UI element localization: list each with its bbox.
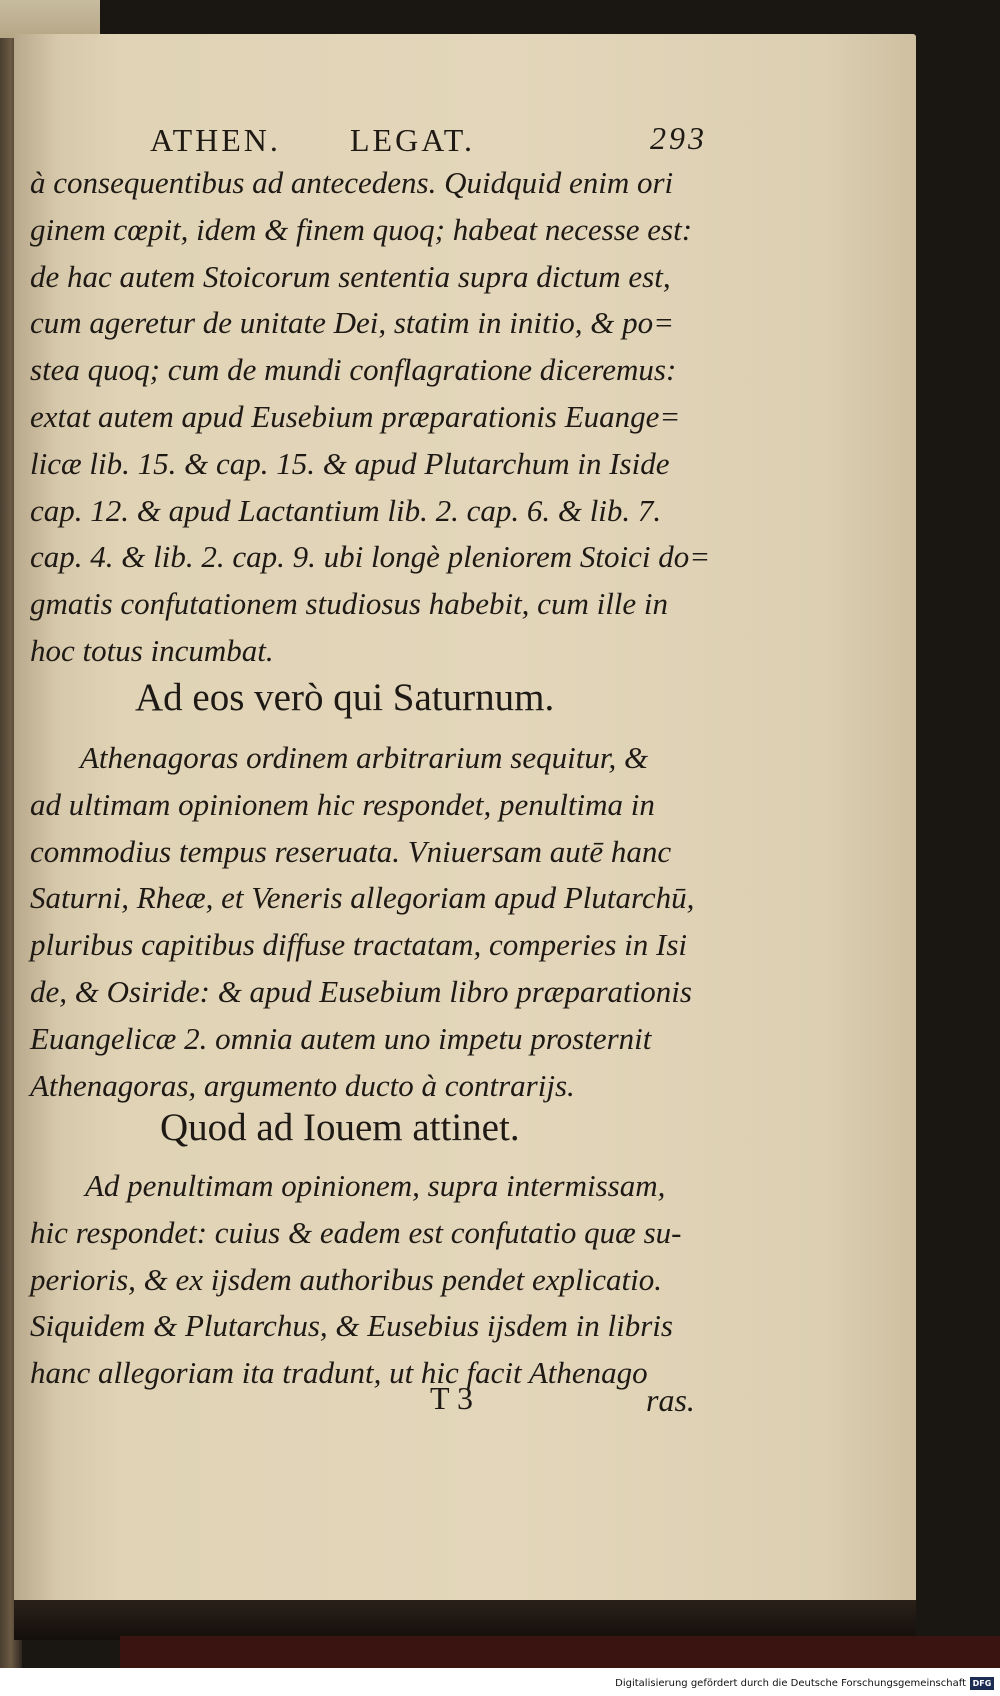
page-number: 293 — [650, 120, 707, 156]
text-line: perioris, & ex ijsdem authoribus pendet explicatio. — [30, 1261, 662, 1297]
catchword: ras. — [646, 1382, 695, 1418]
page-body — [30, 160, 710, 675]
text-line: cum ageretur de unitate Dei, statim in initio, & po= — [30, 305, 675, 341]
text-line: licæ lib. 15. & cap. 15. & apud Plutarchum in Iside — [30, 445, 670, 481]
text-line: Ad penultimam opinionem, supra intermissam, — [85, 1168, 666, 1203]
running-header — [150, 112, 710, 164]
header-middle: LEGAT. — [350, 122, 475, 158]
text-line: Saturni, Rheæ, et Veneris allegoriam apud Plutarchū, — [30, 880, 695, 916]
page-body-3 — [30, 1163, 710, 1397]
text-line: Athenagoras, argumento ducto à contrarijs. — [30, 1067, 575, 1103]
text-line: de hac autem Stoicorum sententia supra dictum est, — [30, 258, 671, 294]
page-body-2 — [30, 735, 710, 1109]
page-bottom-shadow — [14, 1600, 916, 1640]
text-line: de, & Osiride: & apud Eusebium libro præparationis — [30, 973, 692, 1009]
paper-tab — [0, 0, 100, 38]
text-line: hic respondet: cuius & eadem est confutatio quæ su- — [30, 1214, 682, 1250]
text-line: Euangelicæ 2. omnia autem uno impetu prosternit — [30, 1020, 652, 1056]
digitization-credit — [0, 1672, 1000, 1696]
text-line: hanc allegoriam ita tradunt, ut hic facit Athenago — [30, 1355, 648, 1391]
text-line: à consequentibus ad antecedens. Quidquid enim ori — [30, 165, 674, 200]
text-line: commodius tempus reseruata. Vniuersam autē hanc — [30, 833, 672, 869]
text-line: cap. 4. & lib. 2. cap. 9. ubi longè pleniorem Stoici do= — [30, 539, 711, 575]
paragraph-3 — [30, 1163, 710, 1397]
text-line: ad ultimam opinionem hic respondet, penultima in — [30, 786, 655, 822]
text-line: cap. 12. & apud Lactantium lib. 2. cap. 6. & lib. 7. — [30, 492, 662, 528]
text-line: Athenagoras ordinem arbitrarium sequitur, & — [80, 740, 649, 775]
section-heading-1: Ad eos verò qui Saturnum. — [135, 676, 555, 719]
dfg-logo: DFG — [970, 1677, 994, 1690]
section-heading-2: Quod ad Iouem attinet. — [160, 1106, 520, 1149]
text-line: ginem cœpit, idem & finem quoq; habeat necesse est: — [30, 211, 693, 247]
page-footer — [430, 1380, 730, 1430]
text-line: stea quoq; cum de mundi conflagratione diceremus: — [30, 352, 677, 388]
header-left: ATHEN. — [150, 122, 281, 158]
signature-mark: T 3 — [430, 1380, 473, 1416]
text-line: hoc totus incumbat. — [30, 632, 274, 668]
paragraph-2 — [30, 735, 710, 1109]
text-line: Siquidem & Plutarchus, & Eusebius ijsdem in libris — [30, 1308, 673, 1344]
binding-edge — [120, 1636, 1000, 1668]
paragraph-1 — [30, 160, 710, 675]
credit-text: Digitalisierung gefördert durch die Deutsche Forschungsgemeinschaft — [615, 1678, 966, 1689]
text-line: extat autem apud Eusebium præparationis Euange= — [30, 398, 681, 434]
text-line: gmatis confutationem studiosus habebit, cum ille in — [30, 586, 669, 622]
text-line: pluribus capitibus diffuse tractatam, comperies in Isi — [30, 927, 687, 963]
